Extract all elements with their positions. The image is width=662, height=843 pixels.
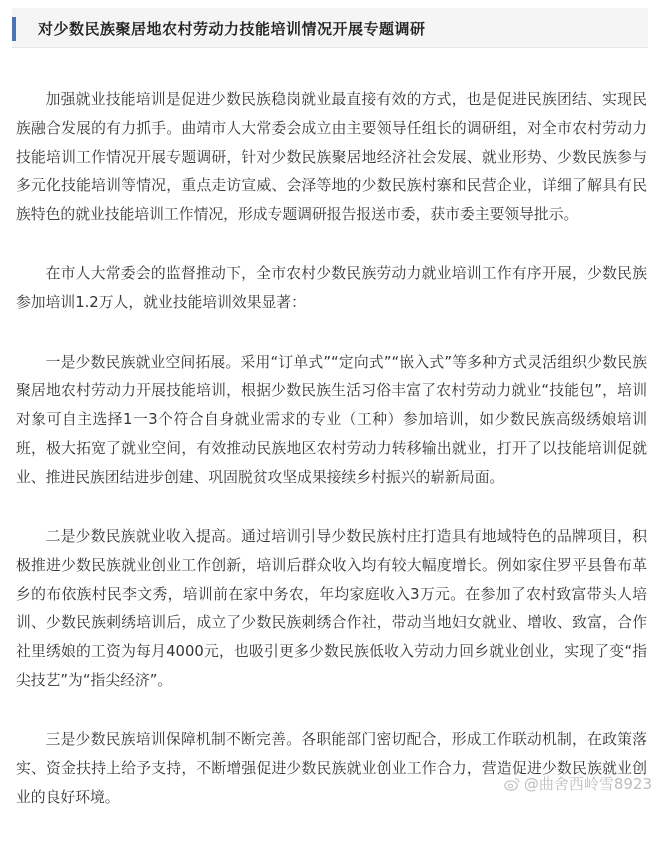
paragraph-point-two: 二是少数民族就业收入提高。通过培训引导少数民族村庄打造具有地域特色的品牌项目，积极推进少数民族就业创业工作创新，培训后群众收入均有较大幅度增长。例如家住罗平县鲁布革乡的布依族村民李文秀，培训前在家中务农，年均家庭收入3万元。在参加了农村致富带头人培训、少数民族刺绣培训后，成立了少数民族刺绣合作社，带动当地妇女就业、增收、致富，合作社里绣娘的工资为每月4000元，也吸引更多少数民族低收入劳动力回乡就业创业，实现了变“指尖技艺”为“指尖经济”。	[16, 528, 647, 690]
paragraph-overview: 在市人大常委会的监督推动下，全市农村少数民族劳动力就业培训工作有序开展，少数民族参加培训1.2万人，就业技能培训效果显著：	[16, 265, 647, 312]
paragraph-point-one: 一是少数民族就业空间拓展。采用“订单式”“定向式”“嵌入式”等多种方式灵活组织少数民族聚居地农村劳动力开展技能培训，根据少数民族生活习俗丰富了农村劳动力就业“技能包”，培训对象可自主选择1一3个符合自身就业需求的专业（工种）参加培训，如少数民族高级绣娘培训班，极大拓宽了就业空间，有效推动民族地区农村劳动力转移输出就业，打开了以技能培训促就业、推进民族团结进步创建、巩固脱贫攻坚成果接续乡村振兴的崭新局面。	[16, 353, 647, 486]
watermark-text: @曲舍西岭雪8923	[523, 775, 652, 793]
paragraph-point-three: 三是少数民族培训保障机制不断完善。各职能部门密切配合，形成工作联动机制，在政策落实、资金扶持上给予支持，不断增强促进少数民族就业创业工作合力，营造促进少数民族就业创业的良好环境。	[16, 731, 647, 806]
article-body	[16, 86, 647, 843]
article-title: 对少数民族聚居地农村劳动力技能培训情况开展专题调研	[38, 20, 426, 38]
watermark	[504, 773, 652, 794]
paragraph-intro: 加强就业技能培训是促进少数民族稳岗就业最直接有效的方式，也是促进民族团结、实现民族融合发展的有力抓手。曲靖市人大常委会成立由主要领导任组长的调研组，对全市农村劳动力技能培训工作情况开展专题调研，针对少数民族聚居地经济社会发展、就业形势、少数民族参与多元化技能培训等情况，重点走访宣威、会泽等地的少数民族村寨和民营企业，详细了解具有民族特色的就业技能培训工作情况，形成专题调研报告报送市委，获市委主要领导批示。	[16, 91, 647, 224]
weibo-icon	[504, 777, 520, 791]
article-title-bar	[12, 8, 648, 48]
title-accent-bar	[12, 17, 16, 41]
